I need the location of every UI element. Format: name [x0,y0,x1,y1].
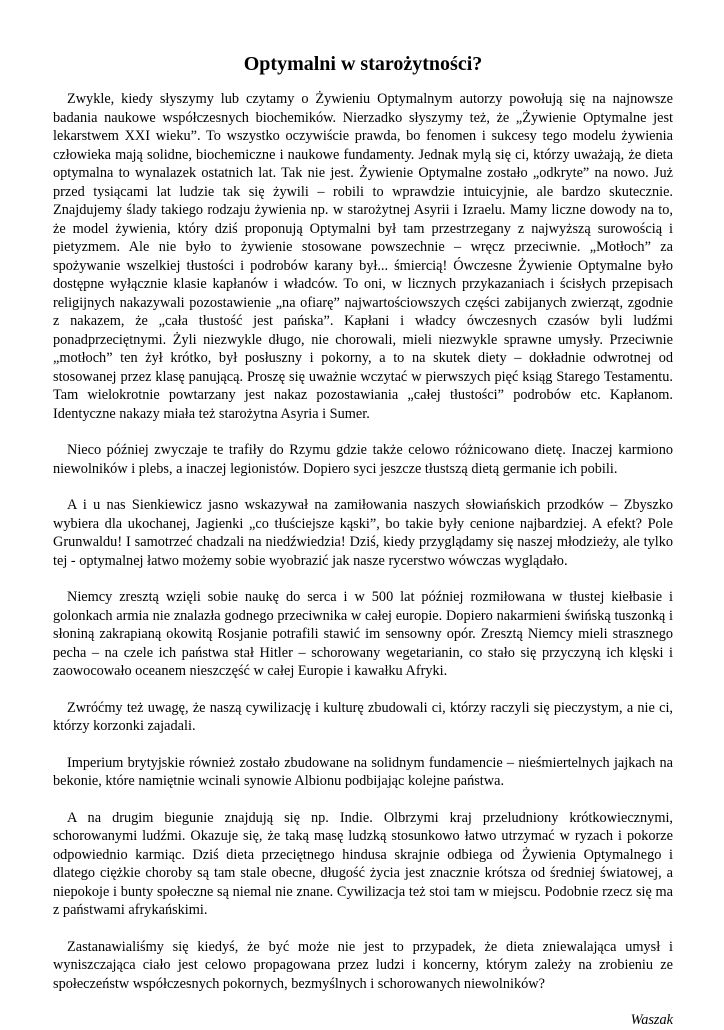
paragraph-1: Zwykle, kiedy słyszymy lub czytamy o Żywieniu Optymalnym autorzy powołują się na najnowsze badania naukowe współczesnych biochemików. Nierzadko słyszymy też, że „Żywienie Optymalne jest lekarstwem XXI wieku”. To wszystko oczywiście prawda, bo fenomen i sukcesy tego modelu żywienia człowieka mają solidne, biochemiczne i naukowe fundamenty. Jednak mylą się ci, którzy uważają, że dieta optymalna to wynalazek ostatnich lat. Tak nie jest. Żywienie Optymalne zostało „odkryte” na nowo. Już przed tysiącami lat ludzie tak się żywili – robili to wprawdzie intuicyjnie, ale bardzo skutecznie. Znajdujemy ślady takiego rodzaju żywienia np. w starożytnej Asyrii i Izraelu. Mamy liczne dowody na to, że model żywienia, który dziś proponują Optymalni był tam przestrzegany z najwyższą surowością i pietyzmem. Ale nie było to żywienie stosowane powszechnie – wręcz przeciwnie. „Motłoch” za spożywanie wszelkiej tłustości i podrobów karany był... śmiercią! Ówczesne Żywienie Optymalne było dostępne wyłącznie klasie kapłanów i władców. To oni, w licznych przykazaniach i ścisłych przepisach religijnych nakazywali pozostawienie „na ofiarę” najwartościowszych części zabijanych zwierząt, zgodnie z nakazem, że „cała tłustość jest pańska”. Kapłani i władcy ówczesnych czasów byli ludźmi ponadprzeciętnymi. Żyli niezwykle długo, nie chorowali, mieli niezwykle sprawne umysły. Przeciwnie „motłoch” ten żył krótko, był posłuszny i pokorny, a to na skutek diety – dokładnie odwrotnej od stosowanej przez klasę panującą. Proszę się uważnie wczytać w pierwszych pięć ksiąg Starego Testamentu. Tam wielokrotnie powtarzany jest nakaz pozostawiania „całej tłustości” podrobów etc. Kapłanom. Identyczne nakazy miała też starożytna Asyria i Sumer. [53,91,673,422]
paragraph-8: Zastanawialiśmy się kiedyś, że być może nie jest to przypadek, że dieta zniewalająca umysł i wyniszczająca ciało jest celowo propagowana przez ludzi i koncerny, którym zależy na zrobieniu ze społeczeństw współczesnych pokornych, bezmyślnych i schorowanych niewolników? [53,938,673,992]
paragraph-5: Zwróćmy też uwagę, że naszą cywilizację i kulturę zbudowali ci, którzy raczyli się pieczystym, a nie ci, którzy korzonki zajadali. [53,699,673,734]
document-page [53,52,673,1030]
page-title: Optymalni w starożytności? [243,53,483,75]
paragraph-6: Imperium brytyjskie również zostało zbudowane na solidnym fundamencie – nieśmiertelnych jajkach na bekonie, które namiętnie wcinali synowie Albionu podbijając kolejne państwa. [53,754,673,789]
paragraph-3: A i u nas Sienkiewicz jasno wskazywał na zamiłowania naszych słowiańskich przodków – Zbyszko wybiera dla ukochanej, Jagienki „co tłuściejsze kąski”, bo takie były cenione najbardziej. A efekt? Pole Grunwaldu! I samotrzeć chadzali na niedźwiedzia! Dziś, kiedy przyglądamy się naszej młodzieży, ale tylko tej - optymalnej łatwo możemy sobie wyobrazić jak nasze rycerstwo wówczas wyglądało. [53,497,673,569]
paragraph-4: Niemcy zresztą wzięli sobie naukę do serca i w 500 lat później rozmiłowana w tłustej kiełbasie i golonkach armia nie znalazła godnego przeciwnika w całej europie. Dopiero nakarmieni świńską tuszonką i słoniną zakrapianą okowitą Rosjanie potrafili stawić im sensowny opór. Zresztą Niemcy mieli strasznego pecha – na czele ich państwa stał Hitler – schorowany wegetarianin, co stało się przyczyną ich klęski i zaowocowało oceanem nieszczęść w całej Europie i kawałku Afryki. [53,589,673,679]
paragraph-7: A na drugim biegunie znajdują się np. Indie. Olbrzymi kraj przeludniony krótkowiecznymi, schorowanymi ludźmi. Okazuje się, że taką masę ludzką stosunkowo łatwo utrzymać w ryzach i pokorze odpowiednio karmiąc. Dziś dieta przeciętnego hindusa skrajnie odbiega od Żywienia Optymalnego i dlatego ciężkie choroby są tam stale obecne, długość życia jest znacznie krótsza od średniej światowej, a niepokoje i bunty społeczne są niemal nie znane. Cywilizacja też stoi tam w miejscu. Podobnie rzecz się ma z państwami afrykańskimi. [53,809,673,918]
paragraph-2: Nieco później zwyczaje te trafiły do Rzymu gdzie także celowo różnicowano dietę. Inaczej karmiono niewolników i plebs, a inaczej legionistów. Dopiero syci jeszcze tłustszą dietą germanie ich pobili. [53,442,673,477]
author-signature: Waszak [630,1012,673,1028]
